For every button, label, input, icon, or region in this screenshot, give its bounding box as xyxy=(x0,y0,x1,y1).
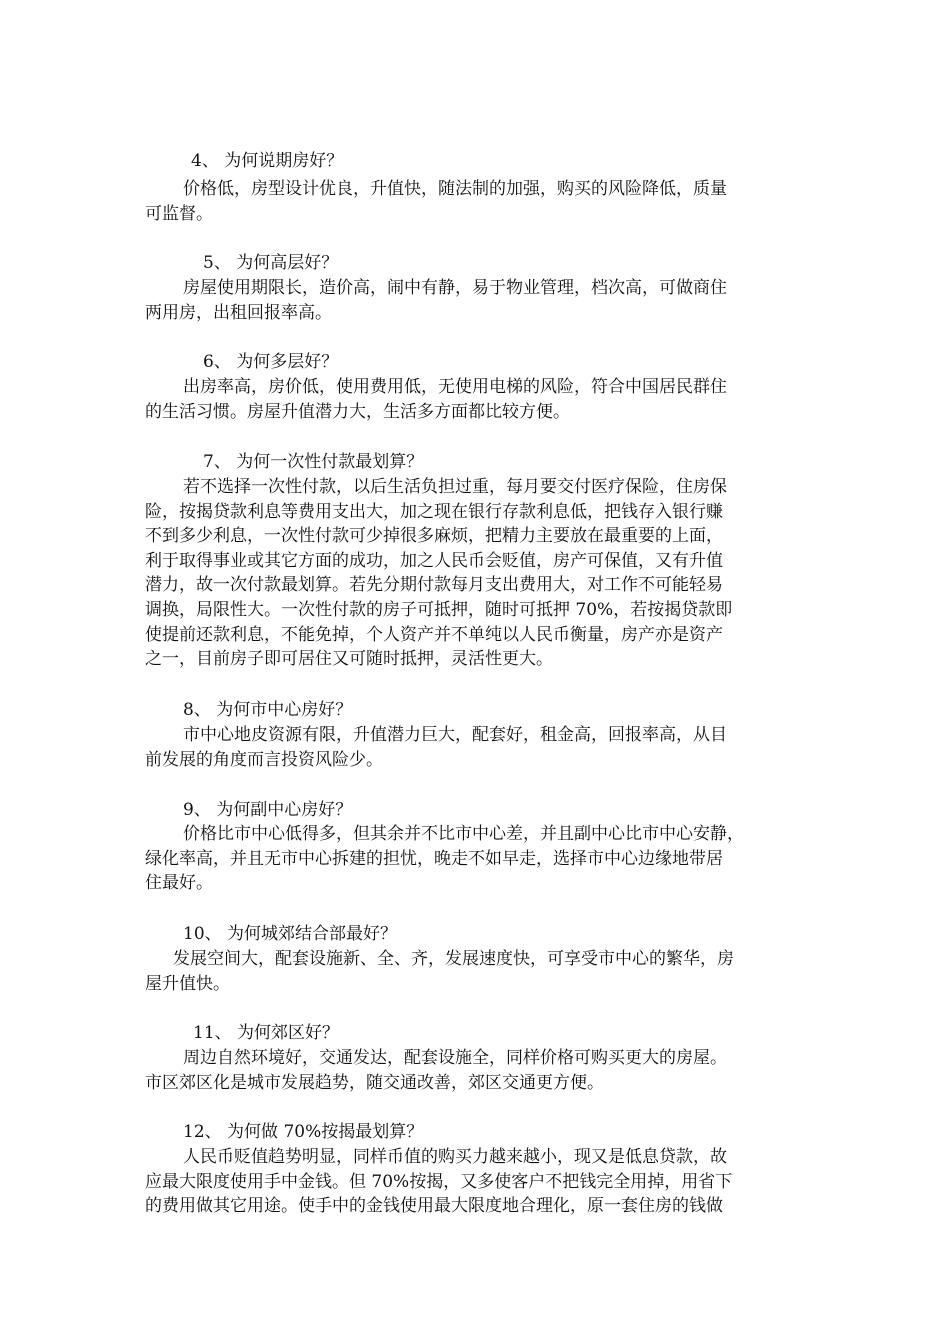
paragraph-line: 可监督。 xyxy=(145,203,213,224)
answer-paragraph-9 xyxy=(145,822,810,896)
paragraph-line: 市中心地皮资源有限，升值潜力巨大，配套好，租金高，回报率高，从目 xyxy=(183,725,727,745)
question-heading-11: 11、 为何郊区好？ xyxy=(193,1023,340,1043)
answer-paragraph-4 xyxy=(145,177,810,226)
paragraph-line: 发展空间大，配套设施新、全、齐，发展速度快，可享受市中心的繁华，房 xyxy=(173,949,734,969)
paragraph-line: 险，按揭贷款利息等费用支出大，加之现在银行存款利息低，把钱存入银行赚 xyxy=(145,501,723,522)
question-heading-4: 4、 为何说期房好？ xyxy=(191,151,344,171)
paragraph-line: 价格低，房型设计优良，升值快，随法制的加强，购买的风险降低，质量 xyxy=(183,179,727,199)
paragraph-line: 出房率高，房价低，使用费用低，无使用电梯的风险，符合中国居民群住 xyxy=(183,377,727,397)
paragraph-line: 房屋使用期限长，造价高，闹中有静，易于物业管理，档次高，可做商住 xyxy=(183,278,727,298)
paragraph-line: 之一，目前房子即可居住又可随时抵押，灵活性更大。 xyxy=(145,649,553,670)
question-heading-6: 6、 为何多层好？ xyxy=(203,352,339,372)
paragraph-line: 若不选择一次性付款，以后生活负担过重，每月要交付医疗保险，住房保 xyxy=(183,477,727,497)
answer-paragraph-11 xyxy=(145,1046,810,1095)
paragraph-line: 调换，局限性大。一次性付款的房子可抵押，随时可抵押 70%，若按揭贷款即 xyxy=(145,599,733,620)
paragraph-line: 绿化率高，并且无市中心拆建的担忧，晚走不如早走，选择市中心边缘地带居 xyxy=(145,848,723,869)
question-heading-9: 9、 为何副中心房好？ xyxy=(183,800,353,820)
paragraph-line: 前发展的角度而言投资风险少。 xyxy=(145,749,383,770)
answer-paragraph-10 xyxy=(145,947,810,996)
question-heading-5: 5、 为何高层好？ xyxy=(203,253,339,273)
answer-paragraph-5 xyxy=(145,276,810,325)
answer-paragraph-8 xyxy=(145,723,810,772)
answer-paragraph-7 xyxy=(145,475,810,672)
paragraph-line: 的费用做其它用途。使手中的金钱使用最大限度地合理化，原一套住房的钱做 xyxy=(145,1196,723,1217)
paragraph-line: 周边自然环境好，交通发达，配套设施全，同样价格可购买更大的房屋。 xyxy=(183,1048,727,1068)
question-heading-12: 12、 为何做 70%按揭最划算？ xyxy=(183,1122,424,1142)
paragraph-line: 应最大限度使用手中金钱。但 70%按揭，又多使客户不把钱完全用掉，用省下 xyxy=(145,1171,733,1192)
paragraph-line: 潜力，故一次付款最划算。若先分期付款每月支出费用大，对工作不可能轻易 xyxy=(145,575,723,596)
paragraph-line: 价格比市中心低得多，但其余并不比市中心差，并且副中心比市中心安静， xyxy=(183,824,744,844)
question-heading-7: 7、 为何一次性付款最划算？ xyxy=(203,452,424,472)
paragraph-line: 住最好。 xyxy=(145,873,213,894)
question-heading-8: 8、 为何市中心房好？ xyxy=(183,700,353,720)
paragraph-line: 屋升值快。 xyxy=(145,973,230,994)
answer-paragraph-6 xyxy=(145,375,810,424)
paragraph-line: 不到多少利息，一次性付款可少掉很多麻烦，把精力主要放在最重要的上面， xyxy=(145,526,723,547)
paragraph-line: 人民币贬值趋势明显，同样币值的购买力越来越小，现又是低息贷款，故 xyxy=(183,1147,727,1167)
answer-paragraph-12 xyxy=(145,1145,810,1219)
paragraph-line: 使提前还款利息，不能免掉，个人资产并不单纯以人民币衡量，房产亦是资产 xyxy=(145,624,723,645)
paragraph-line: 两用房，出租回报率高。 xyxy=(145,302,332,323)
paragraph-line: 利于取得事业或其它方面的成功，加之人民币会贬值，房产可保值，又有升值 xyxy=(145,550,723,571)
paragraph-line: 的生活习惯。房屋升值潜力大，生活多方面都比较方便。 xyxy=(145,401,570,422)
paragraph-line: 市区郊区化是城市发展趋势，随交通改善，郊区交通更方便。 xyxy=(145,1072,604,1093)
question-heading-10: 10、 为何城郊结合部最好？ xyxy=(183,924,398,944)
